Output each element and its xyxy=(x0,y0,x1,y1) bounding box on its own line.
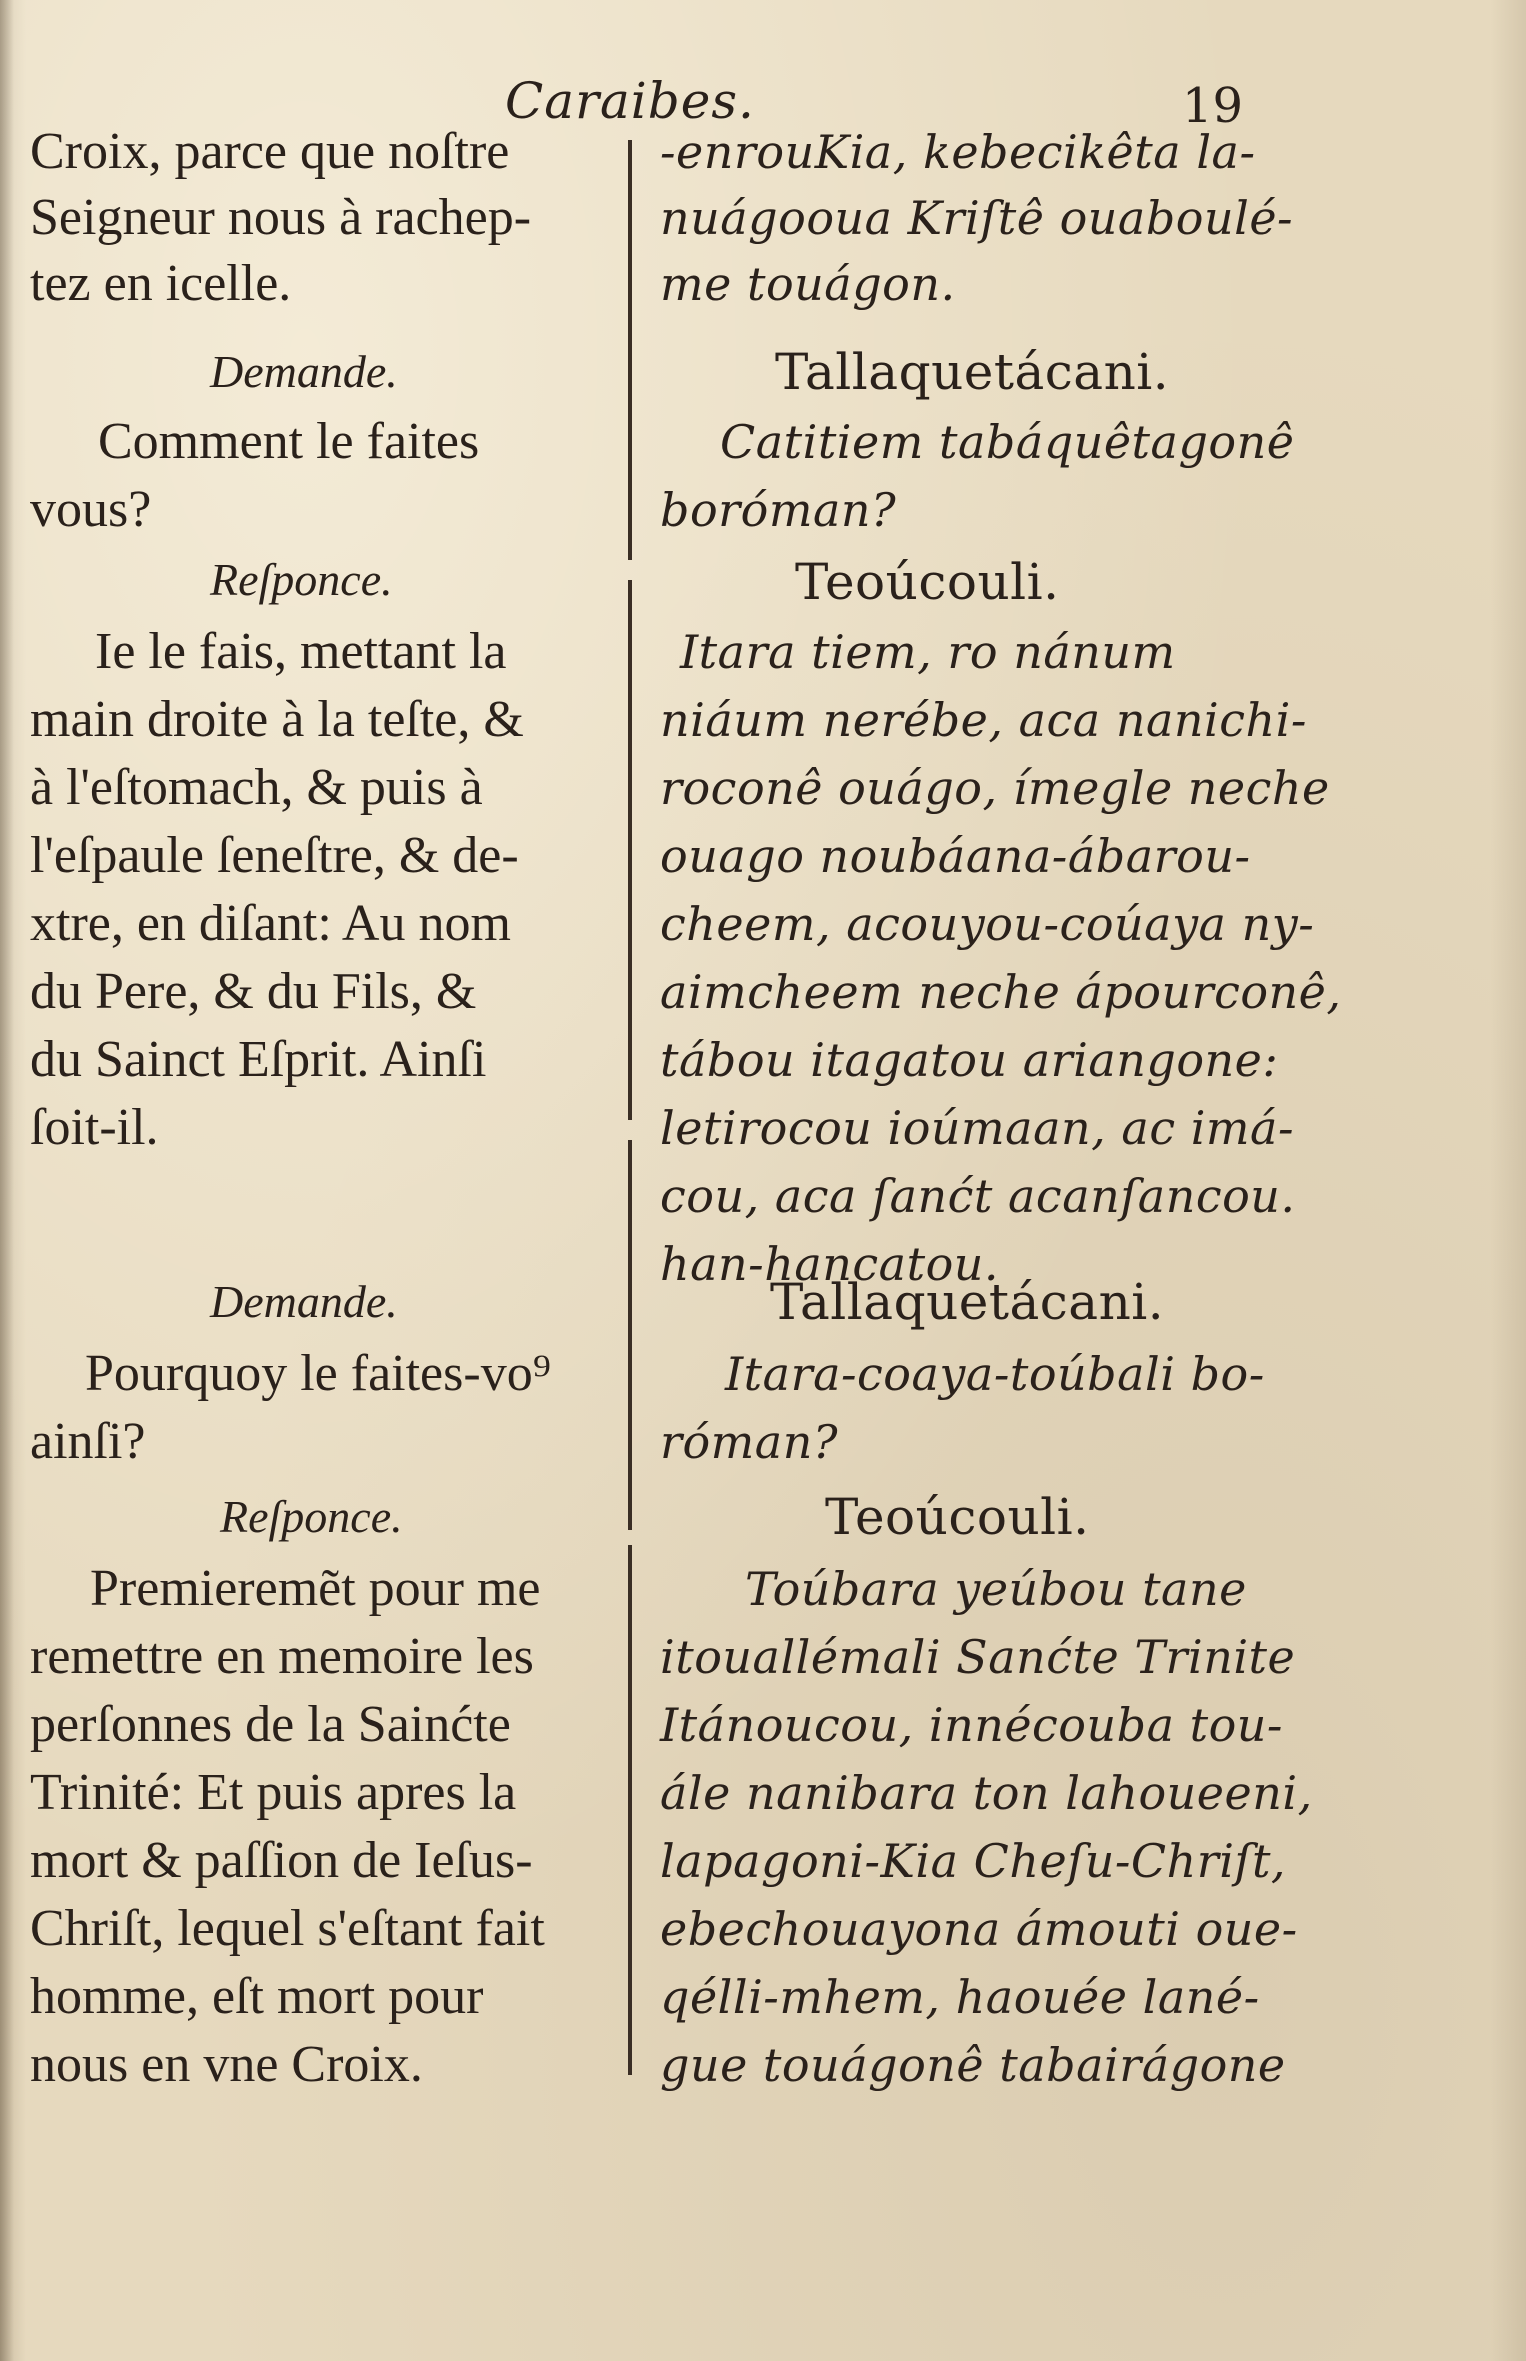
column-rule xyxy=(628,1140,632,1530)
text-line: nous en vne Croix. xyxy=(30,2036,423,2093)
text-line: tez en icelle. xyxy=(30,255,292,312)
text-line: niáum nerébe, aca nanichi- xyxy=(660,693,1307,747)
text-line: Itara-coaya-toúbali bo- xyxy=(725,1347,1265,1401)
text-line: aimcheem neche ápourconê, xyxy=(660,965,1342,1019)
text-line: Chriſt, lequel s'eſtant fait xyxy=(30,1900,545,1957)
text-line: du Sainct Eſprit. Ainſi xyxy=(30,1031,487,1088)
answer-heading: Teoúcouli. xyxy=(825,1488,1090,1546)
text-line: lapagoni-Kia Cheſu-Chriſt, xyxy=(660,1834,1287,1888)
text-line: Premieremẽt pour me xyxy=(90,1560,541,1617)
text-line: cheem, acouyou-coúaya ny- xyxy=(660,897,1315,951)
text-line: vous? xyxy=(30,481,152,538)
text-line: roconê ouágo, ímegle neche xyxy=(660,761,1330,815)
text-line: main droite à la teſte, & xyxy=(30,691,524,748)
text-line: ále nanibara ton lahoueeni, xyxy=(660,1766,1313,1820)
text-line: l'eſpaule ſeneſtre, & de- xyxy=(30,827,519,884)
text-line: à l'eſtomach, & puis à xyxy=(30,759,483,816)
column-rule xyxy=(628,1545,632,2075)
text-line: Catitiem tabáquêtagonê xyxy=(720,415,1295,469)
text-line: qélli-mhem, haouée lané- xyxy=(660,1970,1260,2024)
text-line: Itánoucou, innécouba tou- xyxy=(660,1698,1283,1752)
answer-heading: Reſponce. xyxy=(210,554,393,605)
text-line: tábou itagatou ariangone: xyxy=(660,1033,1279,1087)
answer-heading: Teoúcouli. xyxy=(795,553,1060,611)
text-line: ouago noubáana-ábarou- xyxy=(660,829,1251,883)
text-line: -enrouKia, kebecikêta la- xyxy=(660,125,1256,179)
text-line: Comment le faites xyxy=(98,413,480,470)
text-line: ſoit-il. xyxy=(30,1099,159,1156)
answer-heading: Reſponce. xyxy=(220,1491,403,1542)
text-line: letirocou ioúmaan, ac imá- xyxy=(660,1101,1294,1155)
column-rule xyxy=(628,140,632,560)
text-line: nuágooua Kriſtê ouaboulé- xyxy=(660,191,1294,245)
text-line: du Pere, & du Fils, & xyxy=(30,963,477,1020)
column-rule xyxy=(628,580,632,1120)
text-line: perſonnes de la Sainćte xyxy=(30,1696,511,1753)
question-heading: Demande. xyxy=(210,346,398,397)
text-line: remettre en memoire les xyxy=(30,1628,534,1685)
text-line: ebechouayona ámouti oue- xyxy=(660,1902,1298,1956)
text-line: boróman? xyxy=(660,483,897,537)
question-heading: Tallaquetácani. xyxy=(775,343,1170,401)
text-line: mort & paſſion de Ieſus- xyxy=(30,1832,533,1889)
text-line: itouallémali Sanćte Trinite xyxy=(660,1630,1296,1684)
page-number: 19 xyxy=(1182,78,1244,134)
text-line: homme, eſt mort pour xyxy=(30,1968,484,2025)
text-line: Seigneur nous à rachep- xyxy=(30,189,532,246)
text-line: cou, aca ſanćt acanſancou. xyxy=(660,1169,1296,1223)
text-line: xtre, en diſant: Au nom xyxy=(30,895,511,952)
text-line: Croix, parce que noſtre xyxy=(30,123,510,180)
text-line: Trinité: Et puis apres la xyxy=(30,1764,517,1821)
text-line: me touágon. xyxy=(660,257,956,311)
text-line: han-hancatou. xyxy=(660,1237,1000,1291)
text-line: Itara tiem, ro nánum xyxy=(680,625,1176,679)
text-line: ainſi? xyxy=(30,1413,146,1470)
question-heading: Demande. xyxy=(210,1276,398,1327)
text-line: Ie le fais, mettant la xyxy=(95,623,507,680)
text-line: Toúbara yeúbou tane xyxy=(745,1562,1247,1616)
text-line: róman? xyxy=(660,1415,839,1469)
question-heading: Tallaquetácani. xyxy=(770,1273,1165,1331)
text-line: Pourquoy le faites-vo⁹ xyxy=(85,1345,551,1402)
running-title: Caraibes. xyxy=(505,72,755,130)
text-line: gue touágonê tabairágone xyxy=(660,2038,1286,2092)
